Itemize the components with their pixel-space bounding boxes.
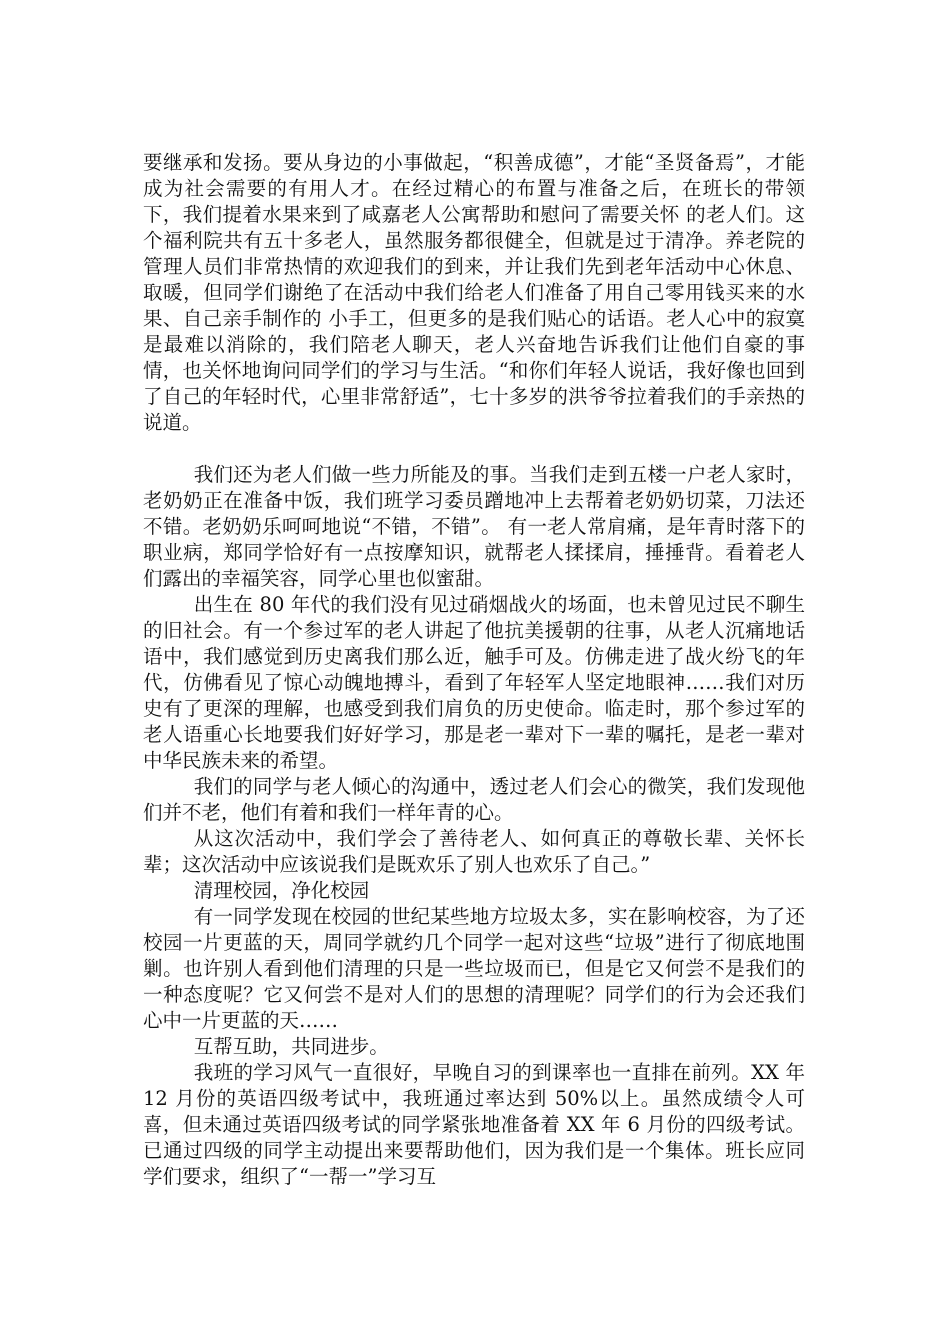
paragraph-history: 出生在 80 年代的我们没有见过硝烟战火的场面，也未曾见过民不聊生的旧社会。有一个参过军的老人讲起了他抗美援朝的往事，从老人沉痛地话语中，我们感觉到历史离我们那么近，触手可及。仿佛走进了战火纷飞的年代，仿佛看见了惊心动魄地搏斗，看到了年轻军人坚定地眼神……我们对历史有了更深的理解，也感受到我们肩负的历史使命。临走时，那个参过军的老人语重心长地要我们好好学习，那是老一辈对下一辈的嘱托，是老一辈对中华民族未来的希望。 [143, 593, 805, 772]
paragraph-study-atmosphere: 我班的学习风气一直很好，早晚自习的到课率也一直排在前列。XX 年 12 月份的英语四级考试中，我班通过率达到 50%以上。虽然成绩令人可喜，但未通过英语四级考试的同学紧张地准备着 XX 年 6 月份的四级考试。已通过四级的同学主动提出来要帮助他们，因为我们是一个集体。班长应同学们要求，组织了“一帮一”学习互 [143, 1061, 805, 1188]
document-body [143, 150, 805, 1190]
paragraph-helping-elderly: 我们还为老人们做一些力所能及的事。当我们走到五楼一户老人家时，老奶奶正在准备中饭，我们班学习委员蹭地冲上去帮着老奶奶切菜，刀法还不错。老奶奶乐呵呵地说“不错，不错”。 有一老人常肩痛，是年青时落下的职业病，郑同学恰好有一点按摩知识，就帮老人揉揉肩，捶捶背。看着老人们露出的幸福笑容，同学心里也似蜜甜。 [143, 463, 805, 590]
section-heading-campus-cleanup: 清理校园，净化校园 [193, 879, 370, 902]
paragraph-communication: 我们的同学与老人倾心的沟通中，透过老人们会心的微笑，我们发现他们并不老，他们有着和我们一样年青的心。 [143, 775, 805, 824]
paragraph-lesson: 从这次活动中，我们学会了善待老人、如何真正的尊敬长辈、关怀长辈；这次活动中应该说我们是既欢乐了别人也欢乐了自己。” [143, 827, 805, 876]
paragraph-elderly-visit: 要继承和发扬。要从身边的小事做起，“积善成德”，才能“圣贤备焉”，才能成为社会需要的有用人才。在经过精心的布置与准备之后，在班长的带领下，我们提着水果来到了咸嘉老人公寓帮助和慰问了需要关怀 的老人们。这个福利院共有五十多老人，虽然服务都很健全，但就是过于清净。养老院的管理人员们非常热情的欢迎我们的到来，并让我们先到老年活动中心休息、取暖，但同学们谢绝了在活动中我们给老人们准备了用自己零用钱买来的水果、自己亲手制作的 小手工，但更多的是我们贴心的话语。老人心中的寂寞是最难以消除的，我们陪老人聊天，老人兴奋地告诉我们让他们自豪的事情，也关怀地询问同学们的学习与生活。“和你们年轻人说话，我好像也回到了自己的年轻时代，心里非常舒适”，七十多岁的洪爷爷拉着我们的手亲热的说道。 [143, 151, 805, 434]
paragraph-gap [143, 436, 805, 462]
section-heading-mutual-help: 互帮互助，共同进步。 [193, 1035, 389, 1058]
paragraph-campus-cleanup: 有一同学发现在校园的世纪某些地方垃圾太多，实在影响校容，为了还校园一片更蓝的天，周同学就约几个同学一起对这些“垃圾”进行了彻底地围剿。也许别人看到他们清理的只是一些垃圾而已，但是它又何尝不是我们的一种态度呢？它又何尝不是对人们的思想的清理呢？同学们的行为会还我们心中一片更蓝的天…… [143, 905, 805, 1032]
